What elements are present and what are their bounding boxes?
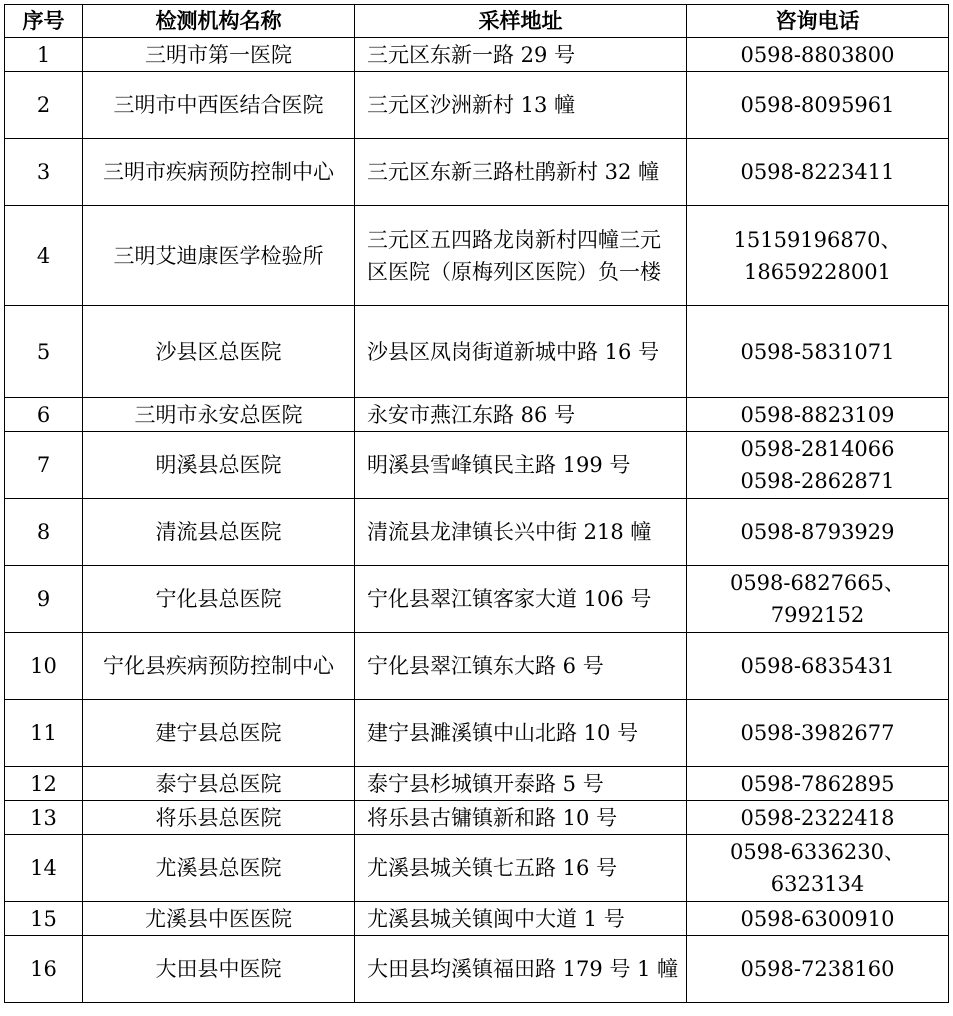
addr-cell: 沙县区凤岗街道新城中路 16 号 xyxy=(355,306,687,398)
table-row xyxy=(5,206,949,306)
testing-institutions-table xyxy=(4,4,949,1003)
org-cell: 建宁县总医院 xyxy=(83,700,355,767)
org-cell: 三明市永安总医院 xyxy=(83,398,355,432)
header-phone: 咨询电话 xyxy=(687,5,949,38)
phone-cell: 0598-8793929 xyxy=(687,499,949,566)
phone-cell: 0598-5831071 xyxy=(687,306,949,398)
addr-cell: 尤溪县城关镇七五路 16 号 xyxy=(355,835,687,902)
phone-cell: 0598-7862895 xyxy=(687,767,949,801)
table-row xyxy=(5,767,949,801)
org-cell: 大田县中医院 xyxy=(83,936,355,1003)
addr-cell: 泰宁县杉城镇开泰路 5 号 xyxy=(355,767,687,801)
phone-cell: 0598-8095961 xyxy=(687,72,949,139)
table-row xyxy=(5,566,949,633)
phone-cell: 0598-8803800 xyxy=(687,38,949,72)
addr-cell: 将乐县古镛镇新和路 10 号 xyxy=(355,801,687,835)
phone-cell: 0598-6827665、 7992152 xyxy=(687,566,949,633)
seq-cell: 10 xyxy=(5,633,83,700)
seq-cell: 9 xyxy=(5,566,83,633)
org-cell: 沙县区总医院 xyxy=(83,306,355,398)
org-cell: 明溪县总医院 xyxy=(83,432,355,499)
org-cell: 宁化县总医院 xyxy=(83,566,355,633)
addr-cell: 三元区东新一路 29 号 xyxy=(355,38,687,72)
phone-cell: 0598-8223411 xyxy=(687,139,949,206)
phone-cell: 0598-6835431 xyxy=(687,633,949,700)
header-row xyxy=(5,5,949,38)
org-cell: 泰宁县总医院 xyxy=(83,767,355,801)
phone-cell: 0598-8823109 xyxy=(687,398,949,432)
seq-cell: 6 xyxy=(5,398,83,432)
table-row xyxy=(5,499,949,566)
phone-cell: 0598-3982677 xyxy=(687,700,949,767)
table-row xyxy=(5,306,949,398)
addr-cell: 三元区沙洲新村 13 幢 xyxy=(355,72,687,139)
addr-cell: 尤溪县城关镇闽中大道 1 号 xyxy=(355,902,687,936)
table-row xyxy=(5,902,949,936)
table-row xyxy=(5,432,949,499)
seq-cell: 14 xyxy=(5,835,83,902)
phone-cell: 15159196870、 18659228001 xyxy=(687,206,949,306)
addr-cell: 宁化县翠江镇东大路 6 号 xyxy=(355,633,687,700)
seq-cell: 4 xyxy=(5,206,83,306)
table-row xyxy=(5,700,949,767)
header-org: 检测机构名称 xyxy=(83,5,355,38)
seq-cell: 12 xyxy=(5,767,83,801)
phone-cell: 0598-6336230、 6323134 xyxy=(687,835,949,902)
phone-cell: 0598-7238160 xyxy=(687,936,949,1003)
org-cell: 三明市中西医结合医院 xyxy=(83,72,355,139)
table-row xyxy=(5,38,949,72)
seq-cell: 11 xyxy=(5,700,83,767)
table-row xyxy=(5,801,949,835)
seq-cell: 7 xyxy=(5,432,83,499)
org-cell: 尤溪县总医院 xyxy=(83,835,355,902)
addr-cell: 建宁县濉溪镇中山北路 10 号 xyxy=(355,700,687,767)
seq-cell: 16 xyxy=(5,936,83,1003)
seq-cell: 13 xyxy=(5,801,83,835)
header-addr: 采样地址 xyxy=(355,5,687,38)
org-cell: 三明艾迪康医学检验所 xyxy=(83,206,355,306)
org-cell: 清流县总医院 xyxy=(83,499,355,566)
phone-cell: 0598-2322418 xyxy=(687,801,949,835)
addr-cell: 三元区五四路龙岗新村四幢三元区医院（原梅列区医院）负一楼 xyxy=(355,206,687,306)
addr-cell: 永安市燕江东路 86 号 xyxy=(355,398,687,432)
seq-cell: 15 xyxy=(5,902,83,936)
org-cell: 将乐县总医院 xyxy=(83,801,355,835)
addr-cell: 宁化县翠江镇客家大道 106 号 xyxy=(355,566,687,633)
seq-cell: 5 xyxy=(5,306,83,398)
seq-cell: 3 xyxy=(5,139,83,206)
table-row xyxy=(5,72,949,139)
org-cell: 宁化县疾病预防控制中心 xyxy=(83,633,355,700)
table-row xyxy=(5,398,949,432)
addr-cell: 三元区东新三路杜鹃新村 32 幢 xyxy=(355,139,687,206)
table-row xyxy=(5,936,949,1003)
org-cell: 尤溪县中医医院 xyxy=(83,902,355,936)
seq-cell: 1 xyxy=(5,38,83,72)
seq-cell: 2 xyxy=(5,72,83,139)
addr-cell: 清流县龙津镇长兴中街 218 幢 xyxy=(355,499,687,566)
table-row xyxy=(5,633,949,700)
addr-cell: 明溪县雪峰镇民主路 199 号 xyxy=(355,432,687,499)
addr-cell: 大田县均溪镇福田路 179 号 1 幢 xyxy=(355,936,687,1003)
org-cell: 三明市疾病预防控制中心 xyxy=(83,139,355,206)
seq-cell: 8 xyxy=(5,499,83,566)
header-seq: 序号 xyxy=(5,5,83,38)
phone-cell: 0598-6300910 xyxy=(687,902,949,936)
phone-cell: 0598-2814066 0598-2862871 xyxy=(687,432,949,499)
table-row xyxy=(5,835,949,902)
table-row xyxy=(5,139,949,206)
org-cell: 三明市第一医院 xyxy=(83,38,355,72)
